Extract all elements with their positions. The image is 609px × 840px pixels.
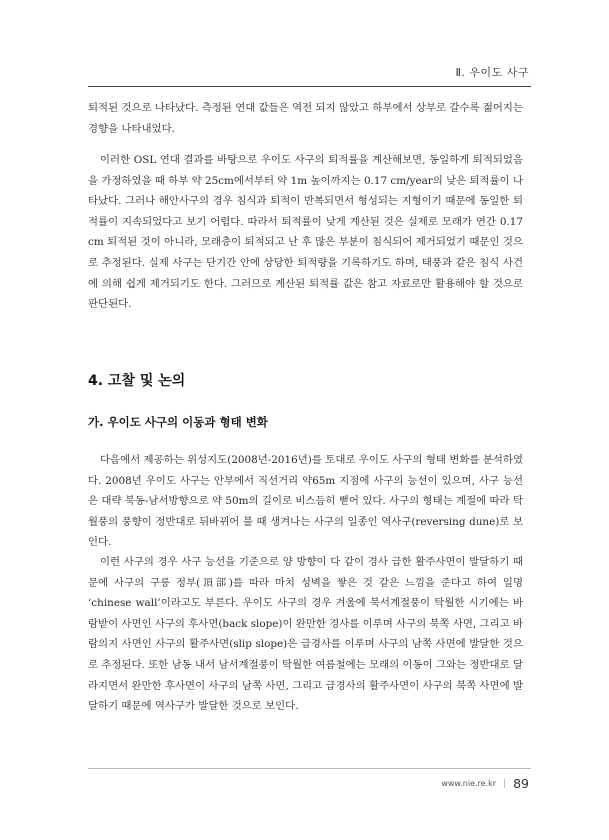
- header-divider: [88, 86, 531, 87]
- body-paragraph-2-text: 이러한 OSL 연대 결과를 바탕으로 우이도 사구의 퇴적률을 계산해보면, 동일하게 퇴적되었음을 가정하였을 때 하부 약 25cm에서부터 약 1m 높이까지는 0.17 cm/year의 낮은 퇴적률이 나타났다. 그러나 해안사구의 경우 침식과 퇴적이 반복되면서 형성되는 지형이기 때문에 동일한 퇴적률이 지속되었다고 보기 어렵다. 따라서 퇴적률이 낮게 계산된 것은 실제로 모래가 연간 0.17 cm 퇴적된 것이 아니라, 모래층이 퇴적되고 난 후 많은 부분이 침식되어 제거되었기 때문인 것으로 추정된다. 실제 사구는 단기간 안에 상당한 퇴적량을 기록하기도 하며, 태풍과 같은 침식 사건에 의해 쉽게 제거되기도 한다. 그러므로 계산된 퇴적률 값은 참고 자료로만 활용해야 할 것으로 판단된다.: [88, 154, 523, 311]
- footer-divider: [88, 768, 531, 769]
- footer-url: www.nie.re.kr: [441, 779, 497, 788]
- section-heading: 4. 고찰 및 논의: [88, 373, 186, 389]
- running-header: Ⅱ. 우이도 사구: [455, 66, 529, 79]
- page-footer: [441, 776, 529, 791]
- body-paragraph-3-text: 다음에서 제공하는 위성지도(2008년-2016년)를 토대로 우이도 사구의 형태 변화를 분석하였다. 2008년 우이도 사구는 안부에서 직선거리 약65m 지점에 사구의 능선이 있으며, 사구 능선은 대략 북동-남서방향으로 약 50m의 길이로 비스듬히 뻗어 있다. 사구의 형태는 계절에 따라 탁월풍의 풍향이 정반대로 뒤바뀌어 불 때 생겨나는 사구의 일종인 역사구(reversing dune)로 보인다.: [88, 454, 523, 549]
- page-number: 89: [513, 776, 529, 791]
- body-paragraph-4: [88, 552, 523, 717]
- footer-separator: |: [503, 778, 507, 789]
- body-paragraph-1: 퇴적된 것으로 나타났다. 측정된 연대 값들은 역전 되지 않았고 하부에서 상부로 갈수록 젊어지는 경향을 나타내었다.: [88, 102, 523, 135]
- body-paragraph-4-text: 이런 사구의 경우 사구 능선을 기준으로 양 방향이 다 같이 경사 급한 활주사면이 발달하기 때문에 사구의 구릉 정부(頂部)를 따라 마치 성벽을 쌓은 것 같은 느낌을 준다고 하여 일명 ‘chinese wall’이라고도 부른다. 우이도 사구의 경우 겨울에 북서계절풍이 탁월한 시기에는 바람받이 사면인 사구의 후사면(back slope)이 완만한 경사를 이루며 사구의 북쪽 사면, 그리고 바람의지 사면인 사구의 활주사면(slip slope)은 급경사를 이루며 사구의 남쪽 사면에 발달한 것으로 추정된다. 또한 남동 내서 남서계절풍이 탁월한 여름철에는 모래의 이동이 그와는 정반대로 달라지면서 완만한 후사면이 사구의 남쪽 사면, 그리고 급경사의 활주사면이 사구의 북쪽 사면에 발달하기 때문에 역사구가 발달한 것으로 보인다.: [88, 556, 523, 713]
- subsection-heading: 가. 우이도 사구의 이동과 형태 변화: [88, 415, 268, 429]
- body-paragraph-2: [88, 150, 523, 315]
- body-paragraph-3: [88, 450, 523, 553]
